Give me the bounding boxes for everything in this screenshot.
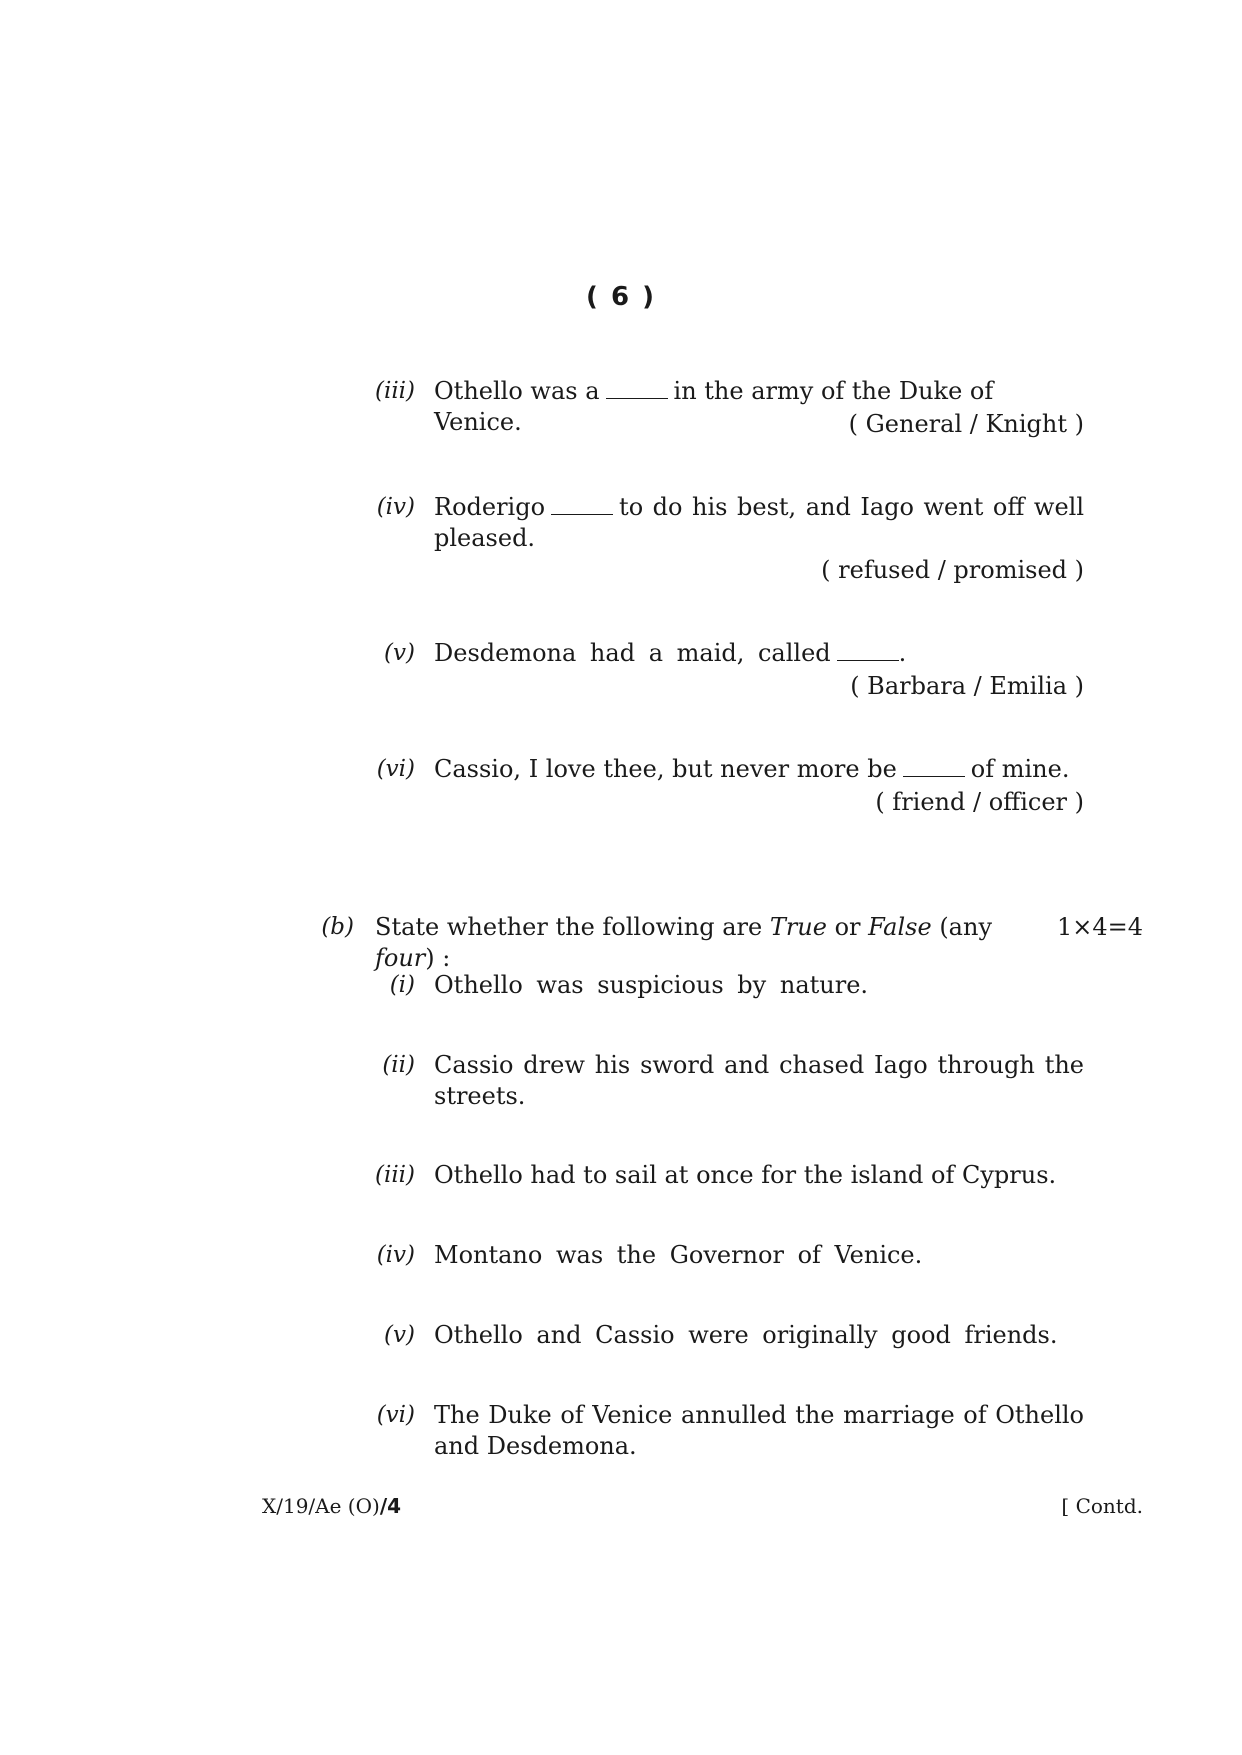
true-false-statement: Othello and Cassio were originally good friends. (434, 1321, 1058, 1349)
paren-open: (any (931, 913, 993, 941)
paren-close: ) : (425, 944, 451, 972)
answer-blank[interactable] (903, 758, 965, 777)
question-number: (vi) (376, 1402, 415, 1428)
true-word: True (769, 913, 827, 941)
answer-options: ( Barbara / Emilia ) (850, 672, 1084, 700)
answer-options: ( refused / promised ) (821, 556, 1084, 584)
continued-label: [ Contd. (1061, 1494, 1143, 1518)
marks: 1×4=4 (1056, 913, 1143, 941)
question-text-after: . (898, 639, 907, 667)
instruction-text: State whether the following are (375, 913, 770, 941)
paper-code-text: X/19/Ae (O) (262, 1494, 380, 1518)
paper-code (262, 1494, 401, 1518)
true-false-statement: The Duke of Venice annulled the marriage of Othello and Desdemona. (434, 1401, 1084, 1460)
question-text-before: Cassio, I love thee, but never more be (434, 755, 897, 783)
four-word: four (375, 944, 426, 972)
or-word: or (826, 913, 869, 941)
answer-blank[interactable] (606, 380, 668, 399)
true-false-statement: Montano was the Governor of Venice. (434, 1241, 923, 1269)
section-instruction (375, 912, 1055, 974)
question-number: (iv) (376, 494, 415, 520)
section-label: (b) (321, 914, 354, 940)
question-number: (v) (384, 1322, 415, 1348)
question-text-before: Roderigo (434, 493, 546, 521)
true-false-statement: Othello had to sail at once for the island of Cyprus. (434, 1161, 1057, 1189)
question-text-before: Desdemona had a maid, called (434, 639, 831, 667)
question-number: (iii) (374, 378, 415, 404)
question-text-after: to do his best, and Iago went off well pleased. (434, 493, 1084, 552)
question-text-after: of mine. (970, 755, 1070, 783)
fill-blank-question (434, 754, 1084, 785)
false-word: False (868, 913, 932, 941)
question-text-after: in the army of the Duke of Venice. (434, 377, 994, 436)
fill-blank-question (434, 492, 1084, 554)
true-false-statement: Othello was suspicious by nature. (434, 971, 869, 999)
fill-blank-question (434, 638, 1084, 669)
paper-code-bold: /4 (379, 1494, 402, 1518)
question-number: (ii) (382, 1052, 415, 1078)
question-text-before: Othello was a (434, 377, 600, 405)
page-number: ( 6 ) (586, 282, 656, 312)
question-number: (iii) (374, 1162, 415, 1188)
question-number: (iv) (376, 1242, 415, 1268)
answer-blank[interactable] (837, 642, 899, 661)
question-number: (v) (384, 640, 415, 666)
answer-options: ( General / Knight ) (848, 410, 1084, 438)
answer-blank[interactable] (551, 496, 613, 515)
question-number: (vi) (376, 756, 415, 782)
answer-options: ( friend / officer ) (875, 788, 1084, 816)
question-number: (i) (389, 972, 415, 998)
true-false-statement: Cassio drew his sword and chased Iago through the streets. (434, 1051, 1084, 1110)
